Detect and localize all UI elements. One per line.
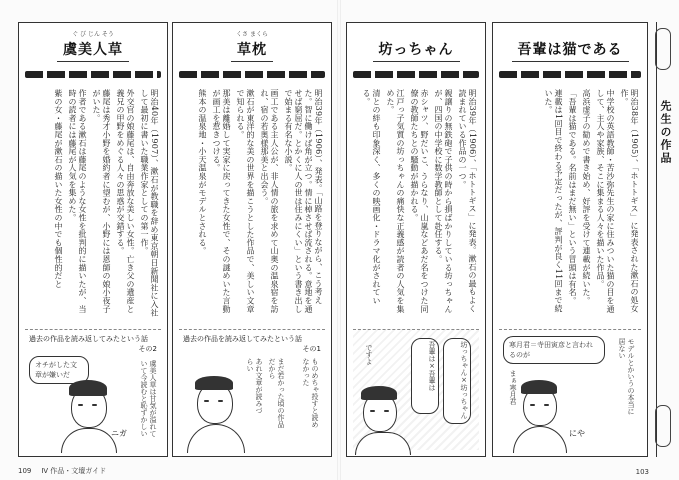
body-paragraph: 高浜虚子の勧めで書き始め、好評を受けて連載が続いた。 xyxy=(582,89,591,305)
column-wagahai xyxy=(492,22,648,457)
character-hair xyxy=(521,380,557,394)
manga-panel xyxy=(25,329,161,450)
speech-bubble-vertical: 坊っちゃん×坊っちゃん xyxy=(443,338,471,424)
manga-page-label: その1 xyxy=(302,345,321,353)
column-header xyxy=(19,31,167,62)
character-body xyxy=(513,426,567,453)
title-ruby: くさ まくら xyxy=(236,31,268,38)
speech-bubble-vertical: まだ若かった頃の作品だから xyxy=(268,358,285,428)
body-paragraph: 連載は1回目で終わる予定だったが、評判が良く11回まで続いた。 xyxy=(544,89,563,313)
body-paragraph: 明治39年（1906）、「ホトトギス」に発表。漱石の最もよく読まれている作品の一つ。 xyxy=(458,89,477,313)
title-ruby xyxy=(347,31,485,39)
body-text xyxy=(23,89,159,319)
body-paragraph: 「吾輩は猫である。名前はまだ無い」という冒頭は有名。 xyxy=(568,89,577,305)
speech-bubble: 寒月君＝寺田寅彦と言われるのが xyxy=(503,336,605,364)
speech-bubble-vertical: モデルとかいうの本当に居ない xyxy=(618,338,635,415)
column-gubijinso xyxy=(18,22,168,457)
speech-bubble: オチがした文章が嫌いだ xyxy=(29,356,89,384)
body-paragraph: 江戸っ子気質の坊っちゃんの痛快な正義感が読者の人気を集めた。 xyxy=(386,89,405,314)
title-ruby xyxy=(493,31,647,39)
left-section-label: Ⅳ 作品・文壇ガイド xyxy=(41,467,107,475)
speech-bubble-vertical: まぁ寒月君 xyxy=(509,370,517,405)
body-paragraph: 清との絆も印象深く、多くの映画化・ドラマ化がされている。 xyxy=(362,89,381,305)
title-decoration xyxy=(353,71,479,78)
footer-left xyxy=(18,466,106,476)
column-title: 坊っちゃん xyxy=(373,39,460,62)
character-body xyxy=(61,428,117,453)
body-paragraph: 作者である漱石は藤尾のような女性を批判的に描いたが、当時の読者には藤尾が人気を集めた。 xyxy=(68,89,87,314)
body-paragraph: 明治38年（1905）、「ホトトギス」に発表された漱石の処女作。 xyxy=(620,89,639,313)
body-text xyxy=(177,89,323,319)
column-botchan xyxy=(346,22,486,457)
body-paragraph: 親譲りの無鉄砲で子供の時から損ばかりしている坊っちゃんが、四国の中学校に数学教師として赴任する。 xyxy=(434,89,453,314)
body-paragraph: 漱石が東洋的な美の世界を描こうとした作品で、美しい文章で知られる。 xyxy=(236,89,255,314)
body-paragraph: 紫の女・藤尾が漱石の描いた女性の中でも個性的だと xyxy=(54,89,63,289)
body-paragraph: 外交官の娘藤尾は、自由奔放な美しい女性。亡き父の遺産と義兄の甲野をめぐる人々の思惑が交錯する。 xyxy=(116,89,135,314)
speech-bubble-vertical: ものめちゃ投すと読めなかった xyxy=(302,358,319,428)
ornament-top xyxy=(655,28,671,70)
body-paragraph: 明治39年（1906）、発表。「山路を登りながら、こう考えた。智に働けば角が立つ。情に棹させば流される。意地を通せば窮屈だ。とかくに人の世は住みにくい」という書き出しで始まる有名な小説。 xyxy=(284,89,323,314)
column-title: 吾輩は猫である xyxy=(512,39,629,62)
speech-bubble-vertical: あれ文章が読みづらい xyxy=(246,358,263,414)
speech-bubble-vertical: 虞美人草は甘気が溢れていて今読むと恥ずかしい xyxy=(140,360,157,437)
character-hair xyxy=(361,386,397,400)
speech-bubble-vertical: ですよ xyxy=(365,344,373,365)
manga-page-label: その2 xyxy=(138,345,157,353)
character-eye xyxy=(204,400,209,402)
character-hair xyxy=(69,380,107,396)
right-page-number: 103 xyxy=(635,468,649,476)
column-header xyxy=(173,31,331,62)
body-paragraph: 赤シャツ、野だいこ、うらなり、山嵐などあだ名をつけた同僚の教師たちとの騒動が描かれる。 xyxy=(410,89,429,314)
page-gutter xyxy=(337,0,341,480)
manga-panel xyxy=(353,329,479,450)
column-title: 草枕 xyxy=(231,39,273,62)
ornament-bottom xyxy=(655,405,671,447)
manga-caption: 過去の作品を読み返してみたという話 xyxy=(183,335,302,343)
body-paragraph: 那美は離婚して実家に戻ってきた女性で、その謎めいた言動が画工を惹きつける。 xyxy=(212,89,231,314)
footer-right xyxy=(636,468,649,476)
character-eye xyxy=(78,404,83,406)
column-header xyxy=(347,31,485,62)
body-paragraph: 画工である主人公が、非人情の旅を求めて山奥の温泉宿を訪れ、宿の若奥様那美と出会う。 xyxy=(260,89,279,314)
title-decoration xyxy=(25,71,161,78)
chapter-sidebar xyxy=(656,22,675,457)
body-text xyxy=(351,89,477,319)
body-paragraph: 明治40年（1907）、漱石が教職を辞め東京朝日新聞社に入社して最初に書いた職業作家としての第一作。 xyxy=(140,89,159,317)
title-decoration xyxy=(499,71,641,78)
character-eye xyxy=(370,410,375,412)
body-paragraph: 中学校の英語教師・苦沙弥先生の家に住みついた猫の目を通して、主人や家族、そこに集まる人々を描いた作品。 xyxy=(596,89,615,314)
body-text xyxy=(497,89,639,319)
column-header xyxy=(493,31,647,62)
left-page-number: 109 xyxy=(18,467,32,475)
speech-bubble-vertical: 吾輩は×吾輩は xyxy=(411,338,439,414)
character-hair xyxy=(195,376,233,390)
column-title: 虞美人草 xyxy=(57,39,129,62)
character-eye xyxy=(218,400,223,402)
character-eye xyxy=(530,404,535,406)
sound-effect: ニガ xyxy=(111,429,127,438)
body-paragraph: 藤尾は秀才小野を婚約者に望むが、小野には恩師の娘小夜子がいた。 xyxy=(92,89,111,314)
manga-caption: 過去の作品を読み返してみたという話 xyxy=(29,335,148,343)
title-decoration xyxy=(179,71,325,78)
manga-panel xyxy=(499,329,641,450)
title-ruby: ぐ び じん そう xyxy=(72,31,114,38)
body-paragraph: 熊本の温泉地・小天温泉がモデルとされる。 xyxy=(198,89,207,255)
character-eye xyxy=(384,410,389,412)
character-eye xyxy=(92,404,97,406)
character-body xyxy=(187,424,245,453)
manga-panel xyxy=(179,329,325,450)
character-body xyxy=(355,432,411,455)
column-kusamakura xyxy=(172,22,332,457)
sound-effect: にや xyxy=(569,429,585,438)
character-eye xyxy=(544,404,549,406)
sidebar-title: 先生の作品 xyxy=(659,100,672,165)
